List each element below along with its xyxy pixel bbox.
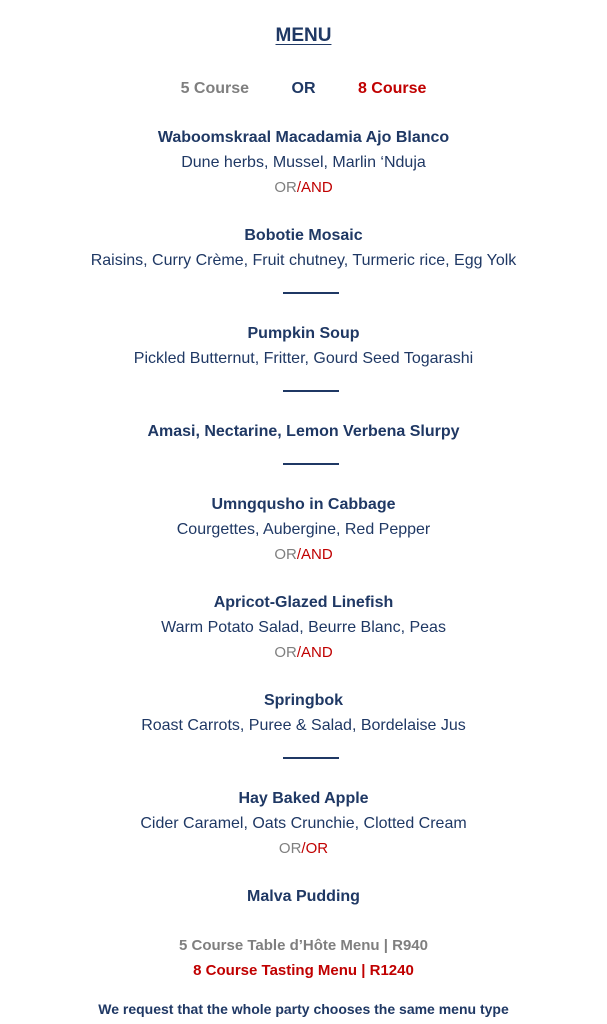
dish-name: Umngqusho in Cabbage: [211, 496, 396, 513]
dish-description: Roast Carrots, Puree & Salad, Bordelaise Jus: [141, 717, 466, 734]
dish-description: Dune herbs, Mussel, Marlin ‘Nduja: [181, 154, 426, 171]
separator-slash: /: [296, 179, 301, 196]
separator-slash: /: [296, 644, 301, 661]
dish-name: Apricot-Glazed Linefish: [213, 594, 394, 611]
dish-name: Pumpkin Soup: [247, 325, 360, 342]
eight-course-option: 8 Course: [357, 80, 427, 97]
separator-or: OR: [278, 840, 302, 857]
separator-slash: /: [296, 546, 301, 563]
separator-or-alt: OR: [305, 840, 329, 857]
dish-name: Malva Pudding: [247, 888, 360, 905]
course-separator: [0, 179, 607, 196]
dish-name: Amasi, Nectarine, Lemon Verbena Slurpy: [147, 423, 460, 440]
separator-and: AND: [301, 644, 333, 661]
separator-and: AND: [301, 546, 333, 563]
menu-title: MENU: [275, 25, 332, 46]
section-divider: [283, 390, 339, 392]
dish-name: Hay Baked Apple: [238, 790, 369, 807]
course-separator: [0, 546, 607, 563]
section-divider: [283, 292, 339, 294]
eight-course-price: 8 Course Tasting Menu | R1240: [193, 962, 414, 979]
course-separator: [0, 644, 607, 661]
party-menu-note: We request that the whole party chooses the same menu type: [98, 1001, 509, 1017]
dish-description: Raisins, Curry Crème, Fruit chutney, Turmeric rice, Egg Yolk: [90, 252, 517, 269]
dish-description: Courgettes, Aubergine, Red Pepper: [176, 521, 431, 538]
dish-description: Pickled Butternut, Fritter, Gourd Seed Togarashi: [133, 350, 474, 367]
separator-or: OR: [274, 546, 297, 563]
course-option-row: [0, 80, 607, 98]
dish-description: Warm Potato Salad, Beurre Blanc, Peas: [161, 619, 446, 636]
dish-name: Springbok: [263, 692, 344, 709]
separator-and: AND: [301, 179, 333, 196]
separator-slash: /: [301, 840, 306, 857]
separator-or: OR: [274, 644, 297, 661]
course-separator: [0, 840, 607, 857]
section-divider: [283, 757, 339, 759]
five-course-price: 5 Course Table d’Hôte Menu | R940: [179, 937, 428, 954]
or-label: OR: [291, 80, 316, 97]
separator-or: OR: [274, 179, 297, 196]
section-divider: [283, 463, 339, 465]
dish-name: Bobotie Mosaic: [244, 227, 363, 244]
dish-description: Cider Caramel, Oats Crunchie, Clotted Cream: [140, 815, 467, 832]
five-course-option: 5 Course: [180, 80, 250, 97]
dish-name: Waboomskraal Macadamia Ajo Blanco: [157, 129, 450, 146]
